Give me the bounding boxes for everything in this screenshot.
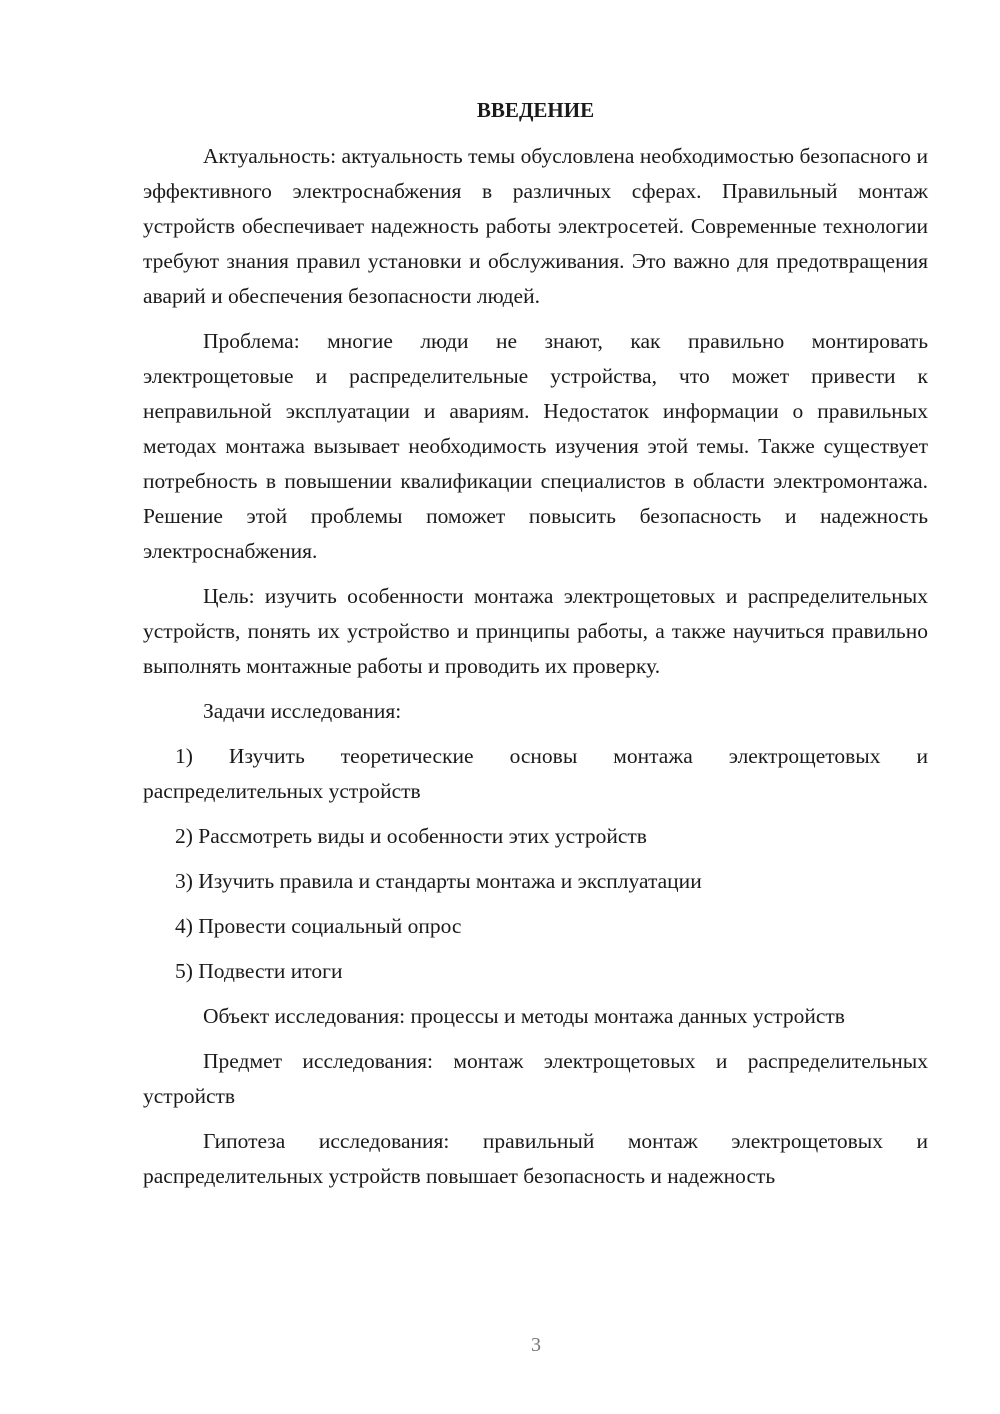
task-item-3: 3) Изучить правила и стандарты монтажа и эксплуатации bbox=[175, 869, 702, 893]
object-paragraph: Объект исследования: процессы и методы монтажа данных устройств bbox=[203, 1004, 845, 1028]
goal-paragraph: Цель: изучить особенности монтажа электрощетовых и распределительных устройств, понять их устройство и принципы работы, а также научиться правильно выполнять монтажные работы и проводить их проверку. bbox=[143, 584, 928, 678]
relevance-paragraph: Актуальность: актуальность темы обусловлена необходимостью безопасного и эффективного электроснабжения в различных сферах. Правильный монтаж устройств обеспечивает надежность работы электросетей. Современные технологии требуют знания правил установки и обслуживания. Это важно для предотвращения аварий и обеспечения безопасности людей. bbox=[143, 144, 928, 308]
task-item-5: 5) Подвести итоги bbox=[175, 959, 343, 983]
document-page bbox=[143, 94, 928, 1204]
task-item-1: 1) Изучить теоретические основы монтажа электрощетовых и распределительных устройств bbox=[143, 744, 928, 803]
tasks-title: Задачи исследования: bbox=[203, 699, 402, 723]
page-number: 3 bbox=[531, 1334, 541, 1356]
problem-paragraph: Проблема: многие люди не знают, как правильно монтировать электрощетовые и распределительные устройства, что может привести к неправильной эксплуатации и авариям. Недостаток информации о правильных методах монтажа вызывает необходимость изучения этой темы. Также существует потребность в повышении квалификации специалистов в области электромонтажа. Решение этой проблемы поможет повысить безопасность и надежность электроснабжения. bbox=[143, 329, 928, 563]
hypothesis-paragraph: Гипотеза исследования: правильный монтаж электрощетовых и распределительных устройств повышает безопасность и надежность bbox=[143, 1129, 928, 1188]
task-list bbox=[143, 739, 928, 989]
subject-paragraph: Предмет исследования: монтаж электрощетовых и распределительных устройств bbox=[143, 1049, 928, 1108]
task-item-2: 2) Рассмотреть виды и особенности этих устройств bbox=[175, 824, 647, 848]
page-title: ВВЕДЕНИЕ bbox=[476, 98, 595, 122]
task-item-4: 4) Провести социальный опрос bbox=[175, 914, 462, 938]
